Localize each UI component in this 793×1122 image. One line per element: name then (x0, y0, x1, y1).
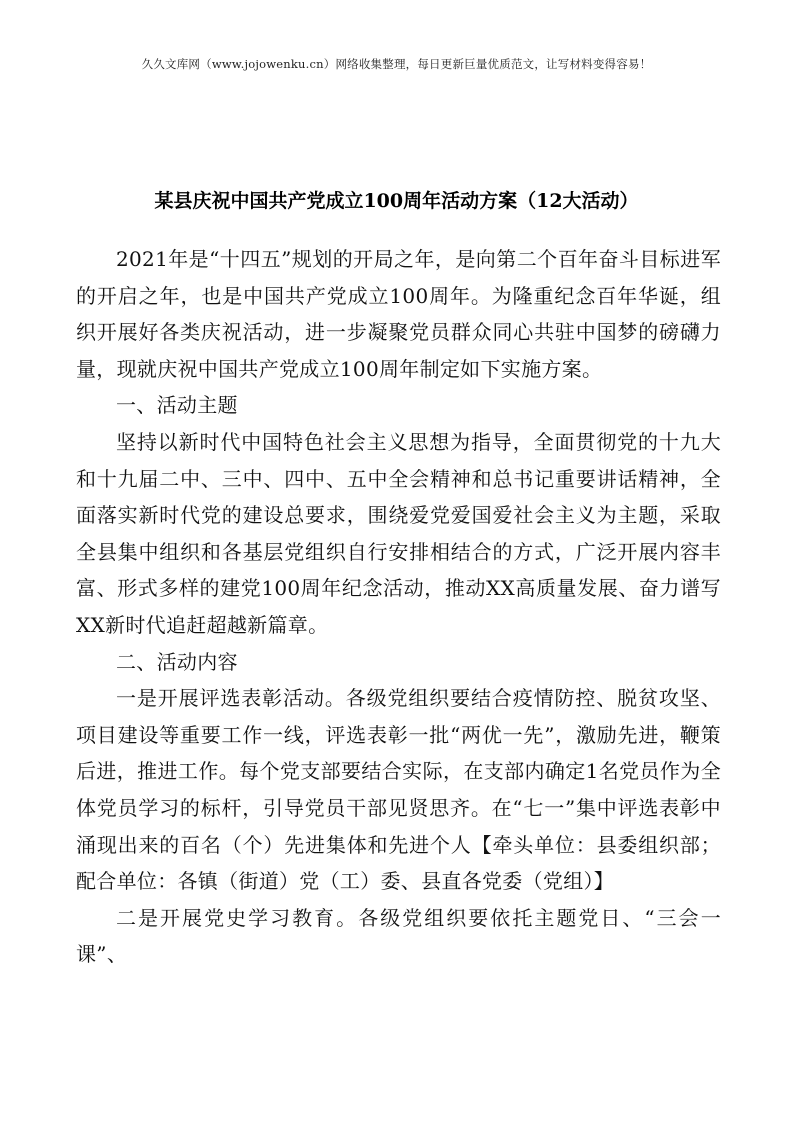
activity-2-paragraph: 二是开展党史学习教育。各级党组织要依托主题党日、“三会一课”、 (76, 905, 721, 967)
theme-paragraph: 坚持以新时代中国特色社会主义思想为指导，全面贯彻党的十九大和十九届二中、三中、四中、五中全会精神和总书记重要讲话精神，全面落实新时代党的建设总要求，围绕爱党爱国爱社会主义为主题，采取全县集中组织和各基层党组织自行安排相结合的方式，广泛开展内容丰富、形式多样的建党100周年纪念活动，推动XX高质量发展、奋力谱写XX新时代追赶超越新篇章。 (76, 429, 721, 637)
section-heading-content: 二、活动内容 (116, 649, 238, 674)
document-body (76, 241, 721, 973)
document-title: 某县庆祝中国共产党成立100周年活动方案（12大活动） (154, 190, 639, 212)
section-heading-theme: 一、活动主题 (116, 393, 238, 418)
header-note: 久久文库网（www.jojowenku.cn）网络收集整理，每日更新巨量优质范文，让写材料变得容易！ (141, 57, 652, 71)
activity-1-paragraph: 一是开展评选表彰活动。各级党组织要结合疫情防控、脱贫攻坚、项目建设等重要工作一线，评选表彰一批“两优一先”，激励先进，鞭策后进，推进工作。每个党支部要结合实际，在支部内确定1名党员作为全体党员学习的标杆，引导党员干部见贤思齐。在“七一”集中评选表彰中涌现出来的百名（个）先进集体和先进个人【牵头单位：县委组织部；配合单位：各镇（街道）党（工）委、县直各党委（党组）】 (76, 686, 721, 894)
intro-paragraph: 2021年是“十四五”规划的开局之年，是向第二个百年奋斗目标进军的开启之年，也是中国共产党成立100周年。为隆重纪念百年华诞，组织开展好各类庆祝活动，进一步凝聚党员群众同心共驻中国梦的磅礴力量，现就庆祝中国共产党成立100周年制定如下实施方案。 (76, 247, 721, 381)
